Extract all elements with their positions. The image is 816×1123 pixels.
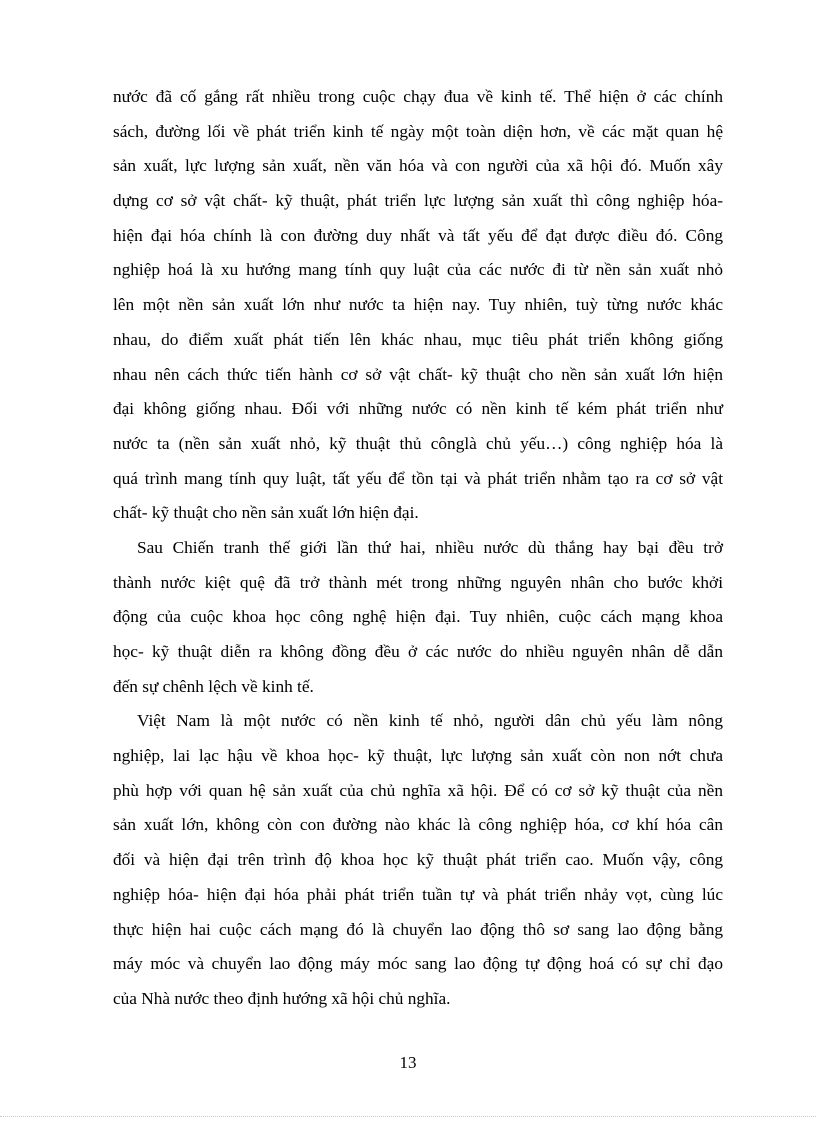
text-line: nghiệp hoá là xu hướng mang tính quy luật của các nước đi từ nền sản xuất nhỏ [113,260,723,280]
paragraph-1 [113,80,723,531]
text-line: lên một nền sản xuất lớn như nước ta hiện nay. Tuy nhiên, tuỳ từng nước khác [113,295,723,315]
text-line: quá trình mang tính quy luật, tất yếu để tồn tại và phát triển nhằm tạo ra cơ sở vật [113,468,723,488]
text-line: nước ta (nền sản xuất nhỏ, kỹ thuật thủ cônglà chủ yếu…) công nghiệp hóa là [113,433,723,453]
page-divider [0,1116,816,1117]
text-line: đối và hiện đại trên trình độ khoa học kỹ thuật phát triển cao. Muốn vậy, công [113,850,723,870]
body-text [113,80,723,1017]
paragraph-3 [113,704,723,1016]
text-line: máy móc và chuyển lao động máy móc sang lao động tự động hoá có sự chỉ đạo [113,954,723,974]
text-line: thành nước kiệt quệ đã trở thành mét trong những nguyên nhân cho bước khởi [113,572,723,592]
text-line: nghiệp hóa- hiện đại hóa phải phát triển tuần tự và phát triển nhảy vọt, cùng lúc [113,884,723,904]
text-line: nước đã cố gắng rất nhiều trong cuộc chạy đua về kinh tế. Thể hiện ở các chính [113,87,723,106]
text-line: sách, đường lối về phát triển kinh tế ngày một toàn diện hơn, về các mặt quan hệ [113,121,723,141]
text-line: động của cuộc khoa học công nghệ hiện đại. Tuy nhiên, cuộc cách mạng khoa [113,607,723,627]
text-line: hiện đại hóa chính là con đường duy nhất và tất yếu để đạt được điều đó. Công [113,225,723,245]
page-number: 13 [399,1053,417,1072]
text-line: chất- kỹ thuật cho nền sản xuất lớn hiện đại. [113,503,419,523]
text-line: nhau nên cách thức tiến hành cơ sở vật chất- kỹ thuật cho nền sản xuất lớn hiện [113,364,723,384]
text-line: sản xuất lớn, không còn con đường nào khác là công nghiệp hóa, cơ khí hóa cân [113,815,723,835]
text-line: đến sự chênh lệch về kinh tế. [113,676,314,696]
paragraph-2 [113,531,723,704]
text-line: nhau, do điểm xuất phát tiến lên khác nhau, mục tiêu phát triển không giống [113,329,723,349]
text-line: sản xuất, lực lượng sản xuất, nền văn hóa và con người của xã hội đó. Muốn xây [113,156,723,176]
text-line: Việt Nam là một nước có nền kinh tế nhỏ, người dân chủ yếu làm nông [137,711,723,731]
text-line: Sau Chiến tranh thế giới lần thứ hai, nhiều nước dù thắng hay bại đều trở [137,537,723,557]
text-line: nghiệp, lai lạc hậu về khoa học- kỹ thuật, lực lượng sản xuất còn non nớt chưa [113,746,723,766]
text-line: học- kỹ thuật diễn ra không đồng đều ở các nước do nhiều nguyên nhân dễ dẫn [113,642,723,661]
text-line: phù hợp với quan hệ sản xuất của chủ nghĩa xã hội. Để có cơ sở kỹ thuật của nền [113,780,723,800]
text-line: thực hiện hai cuộc cách mạng đó là chuyển lao động thô sơ sang lao động bằng [113,919,723,939]
text-line: của Nhà nước theo định hướng xã hội chủ nghĩa. [113,988,451,1008]
text-line: đại không giống nhau. Đối với những nước có nền kinh tế kém phát triển như [113,399,723,419]
text-line: dựng cơ sở vật chất- kỹ thuật, phát triển lực lượng sản xuất thì công nghiệp hóa- [113,191,723,211]
